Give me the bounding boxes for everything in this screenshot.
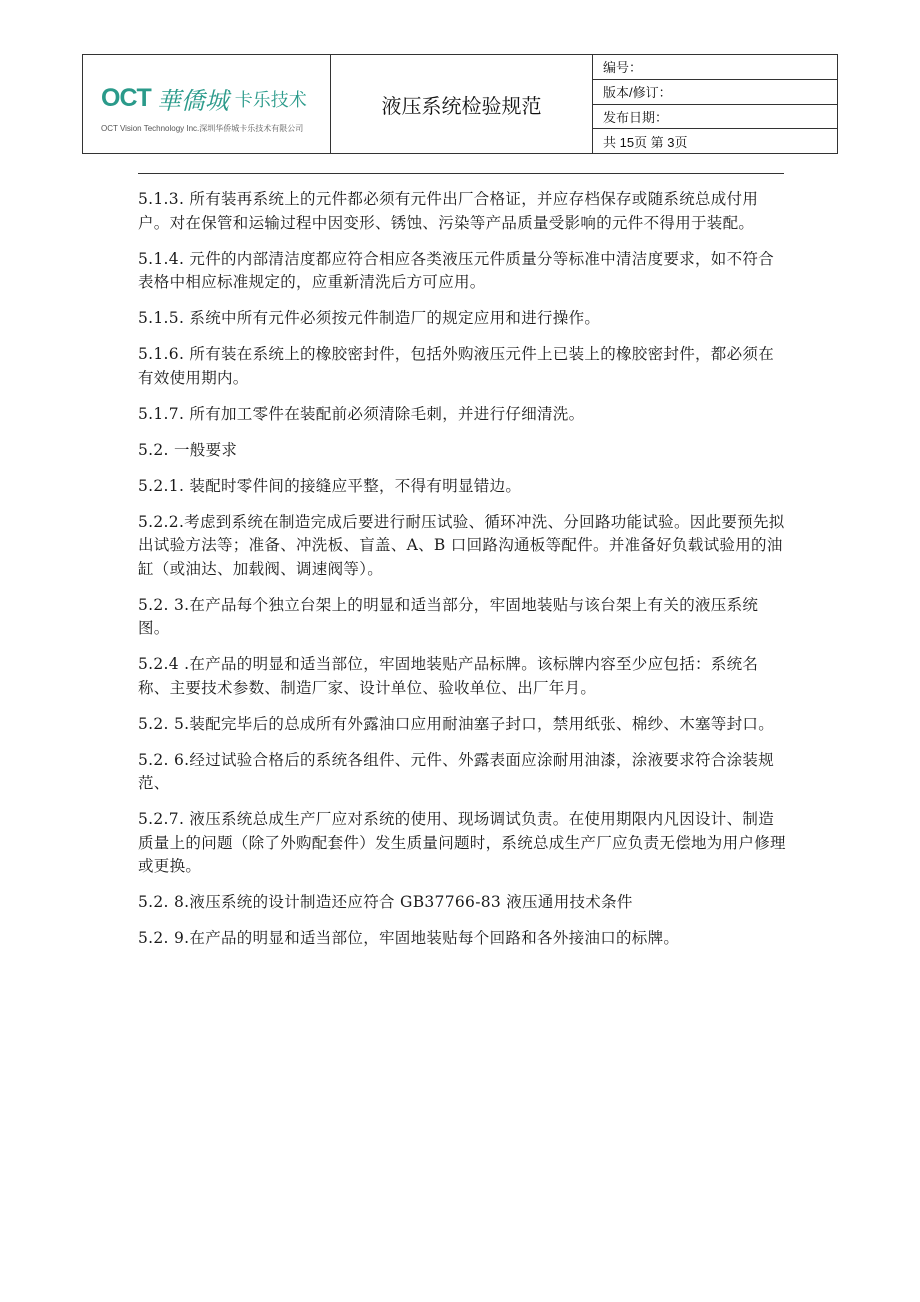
logo-kalo-text: 卡乐技术: [234, 89, 307, 110]
company-logo: [101, 81, 307, 116]
logo-oct-text: OCT: [101, 84, 151, 112]
paragraph-5-1-7: 5.1.7. 所有加工零件在装配前必须清除毛刺，并进行仔细清洗。: [138, 404, 585, 423]
paragraph-5-1-3: 5.1.3. 所有装再系统上的元件都必须有元件出厂合格证，并应存档保存或随系统总成付用户。对在保管和运输过程中因变形、锈蚀、污染等产品质量受影响的元件不得用于装配。: [138, 190, 759, 232]
logo-hqc-text: 華僑城: [156, 87, 229, 115]
paragraph-5-2-3: 5.2. 3.在产品每个独立台架上的明显和适当部分，牢固地装贴与该台架上有关的液压系统图。: [138, 595, 759, 637]
document-title: 液压系统检验规范: [381, 95, 542, 118]
release-date-field: 发布日期：: [593, 105, 837, 130]
paragraph-5-2-8: 5.2. 8.液压系统的设计制造还应符合 GB37766-83 液压通用技术条件: [138, 893, 633, 911]
paragraph-5-2-9: 5.2. 9.在产品的明显和适当部位，牢固地装贴每个回路和各外接油口的标牌。: [138, 929, 680, 947]
version-field: 版本/修订：: [593, 80, 837, 105]
paragraph-5-1-5: 5.1.5. 系统中所有元件必须按元件制造厂的规定应用和进行操作。: [138, 309, 601, 327]
paragraph-5-2-1: 5.2.1. 装配时零件间的接缝应平整，不得有明显错边。: [138, 476, 522, 495]
paragraph-5-2-6: 5.2. 6.经过试验合格后的系统各组件、元件、外露表面应涂耐用油漆，涂液要求符合涂装规范、: [138, 750, 774, 792]
logo-cell: [83, 55, 331, 153]
paragraph-5-1-6: 5.1.6. 所有装在系统上的橡胶密封件，包括外购液压元件上已装上的橡胶密封件，都必须在有效使用期内。: [138, 345, 774, 387]
logo-subtitle: OCT Vision Technology Inc.深圳华侨城卡乐技术有限公司: [101, 124, 304, 133]
document-body: [138, 188, 788, 963]
meta-cell: [593, 55, 837, 153]
paragraph-5-2-4: 5.2.4 .在产品的明显和适当部位，牢固地装贴产品标牌。该标牌内容至少应包括：系统名称、主要技术参数、制造厂家、设计单位、验收单位、出厂年月。: [138, 655, 759, 697]
header-divider: [138, 173, 784, 174]
doc-number-field: 编号：: [593, 55, 837, 80]
paragraph-5-2-5: 5.2. 5.装配完毕后的总成所有外露油口应用耐油塞子封口，禁用纸张、棉纱、木塞等封口。: [138, 714, 774, 733]
paragraph-5-1-4: 5.1.4. 元件的内部清洁度都应符合相应各类液压元件质量分等标准中清洁度要求，如不符合表格中相应标准规定的，应重新清洗后方可应用。: [138, 249, 774, 291]
page-info: 共 15页 第 3页: [603, 134, 688, 150]
title-cell: [331, 55, 593, 153]
paragraph-5-2-7: 5.2.7. 液压系统总成生产厂应对系统的使用、现场调试负责。在使用期限内凡因设计、制造质量上的问题（除了外购配套件）发生质量问题时，系统总成生产厂应负责无偿地为用户修理或更换。: [138, 810, 786, 875]
paragraph-5-2-2: 5.2.2.考虑到系统在制造完成后要进行耐压试验、循环冲洗、分回路功能试验。因此要预先拟出试验方法等；准备、冲洗板、盲盖、A、B 口回路沟通板等配件。并准备好负载试验用的油缸（或油达、加载阀、调速阀等）。: [138, 512, 785, 578]
document-header: [82, 54, 838, 154]
section-heading-5-2: 5.2. 一般要求: [138, 440, 238, 459]
